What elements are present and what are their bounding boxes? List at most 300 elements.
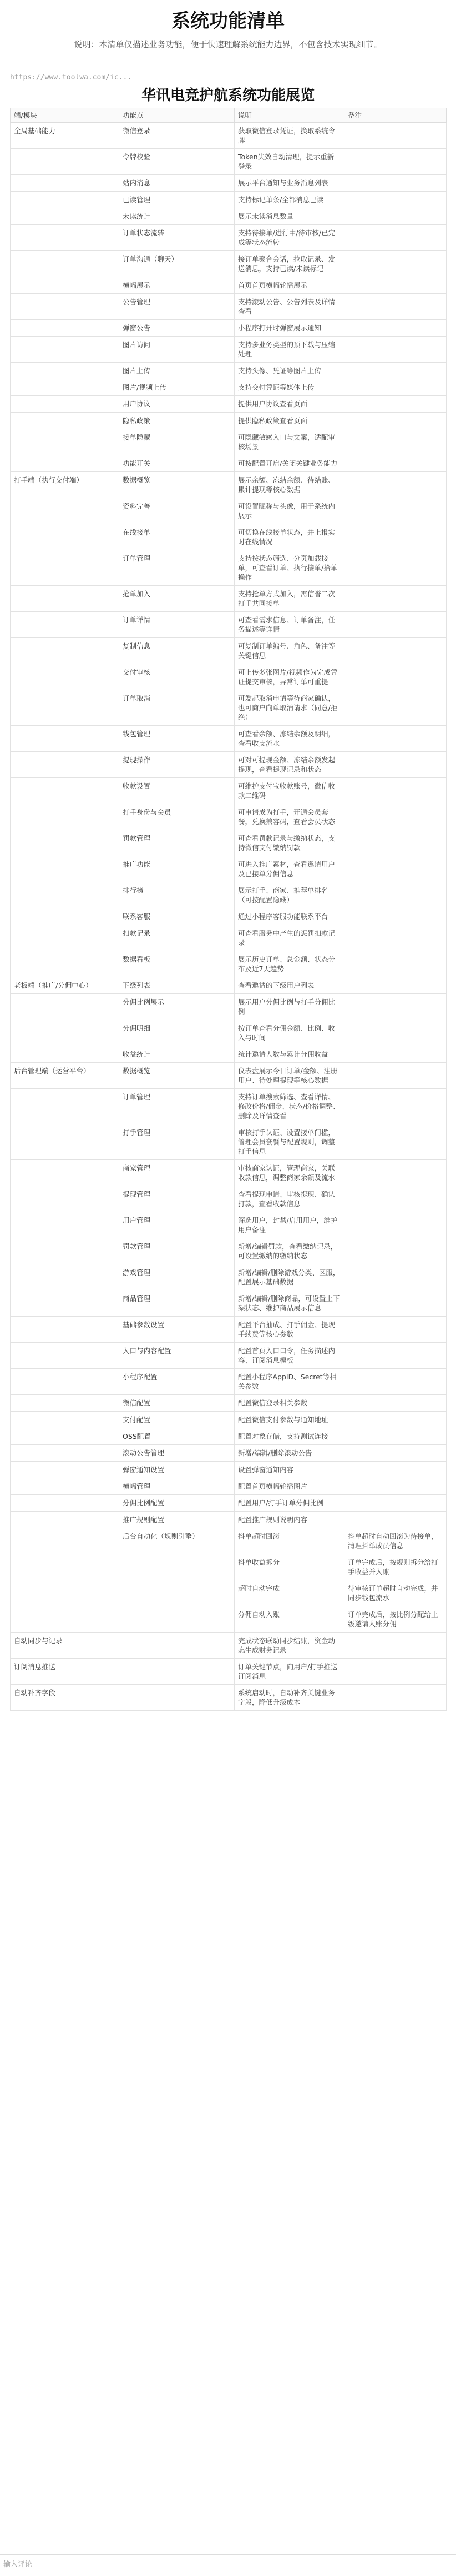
table-row — [11, 1317, 447, 1343]
cell-feature: 接单隐藏 — [119, 429, 235, 455]
cell-module — [11, 882, 119, 908]
cell-note — [344, 550, 447, 586]
table-row — [11, 951, 447, 977]
cell-module — [11, 1238, 119, 1264]
cell-feature: 订单沟通（聊天） — [119, 251, 235, 277]
cell-feature — [119, 1659, 235, 1685]
cell-note — [344, 1063, 447, 1089]
table-row — [11, 726, 447, 752]
cell-description: 超时自动完成 — [235, 1580, 344, 1606]
cell-feature: 订单详情 — [119, 612, 235, 638]
cell-description: 新增/编辑/删除滚动公告 — [235, 1445, 344, 1462]
cell-module — [11, 586, 119, 612]
cell-feature: 交付审核 — [119, 664, 235, 690]
cell-feature: 订单取消 — [119, 690, 235, 726]
cell-module — [11, 1046, 119, 1063]
cell-description: 提供隐私政策查看页面 — [235, 413, 344, 429]
cell-description: 获取微信登录凭证，换取系统令牌 — [235, 123, 344, 149]
cell-feature: 滚动公告管理 — [119, 1445, 235, 1462]
cell-module: 自动补齐字段 — [11, 1685, 119, 1711]
cell-feature: 订单管理 — [119, 550, 235, 586]
cell-note — [344, 498, 447, 524]
cell-note — [344, 1495, 447, 1512]
cell-note — [344, 612, 447, 638]
cell-feature: 商家管理 — [119, 1160, 235, 1186]
table-row — [11, 638, 447, 664]
cell-note — [344, 856, 447, 882]
cell-module — [11, 1395, 119, 1412]
cell-module — [11, 1124, 119, 1160]
cell-feature: 图片上传 — [119, 363, 235, 379]
header-description: 说明 — [235, 108, 344, 123]
cell-description: 可隐藏敏感入口与文案，适配审核场景 — [235, 429, 344, 455]
cell-note — [344, 925, 447, 951]
cell-note — [344, 192, 447, 208]
cell-module — [11, 1317, 119, 1343]
cell-description: 配置首页横幅轮播图片 — [235, 1478, 344, 1495]
cell-note — [344, 363, 447, 379]
cell-description: 支持待接单/进行中/待审核/已完成等状态流转 — [235, 225, 344, 251]
cell-feature: 微信登录 — [119, 123, 235, 149]
cell-description: 可设置昵称与头像，用于系统内展示 — [235, 498, 344, 524]
table-row — [11, 690, 447, 726]
cell-description: 配置对象存储，支持测试连接 — [235, 1428, 344, 1445]
cell-module — [11, 1089, 119, 1124]
cell-note — [344, 994, 447, 1020]
header-module: 端/模块 — [11, 108, 119, 123]
table-row — [11, 1343, 447, 1369]
cell-module — [11, 664, 119, 690]
cell-note — [344, 1046, 447, 1063]
table-row — [11, 1264, 447, 1290]
page-title: 系统功能清单 — [171, 10, 285, 32]
cell-description: 可发起取消申请等待商家确认，也可商户向单取消请求（同意/拒绝） — [235, 690, 344, 726]
cell-module — [11, 379, 119, 396]
cell-description: 订单关键节点，向用户/打手推送订阅消息 — [235, 1659, 344, 1685]
table-row — [11, 1554, 447, 1580]
table-row — [11, 778, 447, 804]
cell-module — [11, 175, 119, 192]
cell-module: 老板端（推广/分佣中心） — [11, 977, 119, 994]
cell-note — [344, 804, 447, 830]
cell-feature: 站内消息 — [119, 175, 235, 192]
cell-note — [344, 1369, 447, 1395]
cell-description: 支持按状态筛选、分页加载接单，可查看订单、执行接单/拾单操作 — [235, 550, 344, 586]
cell-description: 可查看服务中产生的惩罚扣款记录 — [235, 925, 344, 951]
cell-module — [11, 208, 119, 225]
table-row — [11, 294, 447, 320]
cell-feature: 抢单加入 — [119, 586, 235, 612]
feature-table-container — [10, 83, 446, 1711]
cell-description: 小程序打开时弹窗展示通知 — [235, 320, 344, 337]
cell-feature: 钱包管理 — [119, 726, 235, 752]
cell-feature: 入口与内容配置 — [119, 1343, 235, 1369]
table-row — [11, 1495, 447, 1512]
cell-feature: 提现操作 — [119, 752, 235, 778]
cell-module — [11, 455, 119, 472]
cell-note — [344, 149, 447, 175]
cell-module — [11, 320, 119, 337]
cell-feature: 微信配置 — [119, 1395, 235, 1412]
table-row — [11, 1478, 447, 1495]
table-row — [11, 1528, 447, 1554]
cell-description: 可查看余额、冻结余额及明细，查看收支流水 — [235, 726, 344, 752]
cell-module: 订阅消息推送 — [11, 1659, 119, 1685]
table-row — [11, 498, 447, 524]
cell-note: 订单完成后，按比例分配给上级邀请人账分佣 — [344, 1606, 447, 1633]
cell-module — [11, 1580, 119, 1606]
cell-description: 可按配置开启/关闭关键业务能力 — [235, 455, 344, 472]
cell-module — [11, 612, 119, 638]
cell-note — [344, 1238, 447, 1264]
cell-module — [11, 804, 119, 830]
cell-description: 新增/编辑罚款，查看缴纳记录，可设置缴纳的缴纳状态 — [235, 1238, 344, 1264]
cell-module — [11, 1290, 119, 1317]
url-text[interactable]: https://www.toolwa.com/ic... — [10, 73, 132, 82]
cell-note — [344, 277, 447, 294]
cell-feature: 打手身份与会员 — [119, 804, 235, 830]
cell-feature: 联系客服 — [119, 908, 235, 925]
table-row — [11, 925, 447, 951]
cell-module: 全局基础能力 — [11, 123, 119, 149]
cell-description: 设置弹窗通知内容 — [235, 1462, 344, 1478]
cell-module — [11, 908, 119, 925]
cell-description: 支持滚动公告、公告列表及详情查看 — [235, 294, 344, 320]
cell-description: 展示平台通知与业务消息列表 — [235, 175, 344, 192]
cell-note — [344, 320, 447, 337]
table-row — [11, 1212, 447, 1238]
cell-description: 可对可提现金额、冻结余额发起提现，查看提现记录和状态 — [235, 752, 344, 778]
cell-description: 查看提现申请、审核提现、确认打款，查看收款信息 — [235, 1186, 344, 1212]
cell-module — [11, 1495, 119, 1512]
cell-note — [344, 208, 447, 225]
cell-feature: 推广功能 — [119, 856, 235, 882]
cell-note — [344, 1659, 447, 1685]
cell-note: 抖单超时自动回滚为待接单，清理抖单成员信息 — [344, 1528, 447, 1554]
cell-note: 待审核订单超时自动完成，并同步钱包流水 — [344, 1580, 447, 1606]
cell-description: 展示余额、冻结余额、待结账、累计提现等核心数据 — [235, 472, 344, 498]
cell-feature — [119, 1685, 235, 1711]
cell-note — [344, 1343, 447, 1369]
table-row — [11, 1020, 447, 1046]
cell-module — [11, 251, 119, 277]
table-row — [11, 830, 447, 856]
cell-note — [344, 429, 447, 455]
cell-note — [344, 413, 447, 429]
table-row — [11, 1238, 447, 1264]
cell-feature: 罚款管理 — [119, 830, 235, 856]
cell-description: 审核商家认证，管理商家，关联收款信息，调整商家余额及流水 — [235, 1160, 344, 1186]
cell-description: 新增/编辑/删除商品，可设置上下架状态、维护商品展示信息 — [235, 1290, 344, 1317]
page-description: 说明：本清单仅描述业务功能，便于快速理解系统能力边界，不包含技术实现细节。 — [74, 39, 382, 49]
cell-note — [344, 251, 447, 277]
cell-description: 可复制订单编号、角色、备注等关键信息 — [235, 638, 344, 664]
table-row — [11, 1063, 447, 1089]
table-row — [11, 1186, 447, 1212]
table-row — [11, 396, 447, 413]
table-row — [11, 455, 447, 472]
cell-feature: 扣款记录 — [119, 925, 235, 951]
cell-description: 筛选用户，封禁/启用用户，维护用户备注 — [235, 1212, 344, 1238]
cell-description: 按订单查看分佣金额、比例、收入与时间 — [235, 1020, 344, 1046]
cell-feature: 分佣比例配置 — [119, 1495, 235, 1512]
cell-description: 配置推广规则说明内容 — [235, 1512, 344, 1528]
table-row — [11, 1290, 447, 1317]
cell-note — [344, 726, 447, 752]
cell-description: 展示用户分佣比例与打手分佣比例 — [235, 994, 344, 1020]
cell-description: 支持订单搜索筛选、查看详情、修改价格/佣金、状态/价格调整、删除及详情查看 — [235, 1089, 344, 1124]
table-row — [11, 1089, 447, 1124]
cell-description: 配置首页入口口令，任务描述内容、订阅消息模板 — [235, 1343, 344, 1369]
cell-note: 订单完成后，按规则拆分给打手收益并入账 — [344, 1554, 447, 1580]
cell-note — [344, 1395, 447, 1412]
table-row — [11, 1412, 447, 1428]
cell-module — [11, 1412, 119, 1428]
cell-description: 支持交付凭证等媒体上传 — [235, 379, 344, 396]
cell-description: 可申请成为打手，开通会员套餐，兑换兼容码，查看会员状态 — [235, 804, 344, 830]
cell-module — [11, 192, 119, 208]
table-row — [11, 524, 447, 550]
table-row — [11, 1685, 447, 1711]
cell-note — [344, 337, 447, 363]
table-row — [11, 752, 447, 778]
cell-feature — [119, 1606, 235, 1633]
table-row — [11, 149, 447, 175]
cell-feature: 图片访问 — [119, 337, 235, 363]
cell-description: 抖单收益拆分 — [235, 1554, 344, 1580]
cell-note — [344, 1445, 447, 1462]
cell-module: 自动同步与记录 — [11, 1633, 119, 1659]
cell-module — [11, 149, 119, 175]
cell-note — [344, 1212, 447, 1238]
cell-module — [11, 337, 119, 363]
cell-module — [11, 1445, 119, 1462]
cell-feature: 收益统计 — [119, 1046, 235, 1063]
cell-module — [11, 1528, 119, 1554]
cell-description: 接订单聚合会话，拉取记录、发送消息，支持已读/未读标记 — [235, 251, 344, 277]
cell-feature: 已读管理 — [119, 192, 235, 208]
table-header-row — [11, 108, 447, 123]
cell-module — [11, 413, 119, 429]
cell-feature: OSS配置 — [119, 1428, 235, 1445]
cell-feature: 提现管理 — [119, 1186, 235, 1212]
cell-description: Token失效自动清理，提示重新登录 — [235, 149, 344, 175]
cell-feature: 横幅展示 — [119, 277, 235, 294]
cell-note — [344, 123, 447, 149]
cell-note — [344, 664, 447, 690]
cell-note — [344, 882, 447, 908]
cell-description: 可切换在线接单状态，并上报实时在线情况 — [235, 524, 344, 550]
table-row — [11, 277, 447, 294]
cell-module — [11, 951, 119, 977]
cell-feature: 隐私政策 — [119, 413, 235, 429]
table-row — [11, 1160, 447, 1186]
cell-description: 支持多业务类型的预下载与压缩处理 — [235, 337, 344, 363]
cell-note — [344, 524, 447, 550]
table-row — [11, 208, 447, 225]
header-note: 备注 — [344, 108, 447, 123]
cell-note — [344, 1317, 447, 1343]
cell-module — [11, 752, 119, 778]
cell-module — [11, 277, 119, 294]
cell-module — [11, 925, 119, 951]
cell-note — [344, 586, 447, 612]
cell-feature: 用户协议 — [119, 396, 235, 413]
cell-note — [344, 908, 447, 925]
cell-description: 配置微信支付参数与通知地址 — [235, 1412, 344, 1428]
cell-description: 抖单超时回滚 — [235, 1528, 344, 1554]
cell-feature: 基础参数设置 — [119, 1317, 235, 1343]
cell-module — [11, 396, 119, 413]
cell-note — [344, 1512, 447, 1528]
cell-feature: 商品管理 — [119, 1290, 235, 1317]
table-row — [11, 429, 447, 455]
table-row — [11, 1606, 447, 1633]
cell-note — [344, 175, 447, 192]
cell-note — [344, 1685, 447, 1711]
cell-module — [11, 294, 119, 320]
cell-feature: 公告管理 — [119, 294, 235, 320]
cell-module — [11, 1462, 119, 1478]
cell-note — [344, 1462, 447, 1478]
cell-module — [11, 225, 119, 251]
cell-module — [11, 1428, 119, 1445]
table-row — [11, 251, 447, 277]
cell-feature: 支付配置 — [119, 1412, 235, 1428]
cell-module — [11, 1512, 119, 1528]
cell-feature — [119, 1554, 235, 1580]
cell-feature: 排行榜 — [119, 882, 235, 908]
cell-module — [11, 1369, 119, 1395]
table-row — [11, 1512, 447, 1528]
cell-feature: 收款设置 — [119, 778, 235, 804]
table-row — [11, 363, 447, 379]
comment-input[interactable]: 输入评论 — [0, 2554, 456, 2576]
cell-module — [11, 690, 119, 726]
cell-module — [11, 994, 119, 1020]
cell-description: 新增/编辑/删除游戏分类、区服，配置展示基础数据 — [235, 1264, 344, 1290]
table-row — [11, 1428, 447, 1445]
cell-feature: 小程序配置 — [119, 1369, 235, 1395]
table-row — [11, 320, 447, 337]
cell-module — [11, 1186, 119, 1212]
cell-description: 配置平台抽成、打手佣金、提现手续费等核心参数 — [235, 1317, 344, 1343]
cell-description: 展示打手、商家、推荐单排名（可按配置隐藏） — [235, 882, 344, 908]
cell-note — [344, 1264, 447, 1290]
cell-description: 查看邀请的下级用户列表 — [235, 977, 344, 994]
cell-description: 配置用户/打手订单分佣比例 — [235, 1495, 344, 1512]
cell-description: 提供用户协议查看页面 — [235, 396, 344, 413]
cell-module — [11, 550, 119, 586]
cell-feature: 用户管理 — [119, 1212, 235, 1238]
cell-description: 可上传多张图片/视频作为完成凭证提交审核，异常订单可重提 — [235, 664, 344, 690]
cell-description: 可查看罚款记录与缴纳状态，支持微信支付缴纳罚款 — [235, 830, 344, 856]
cell-note — [344, 1633, 447, 1659]
cell-description: 完成状态联动同步结账，资金动态生成财务记录 — [235, 1633, 344, 1659]
cell-module — [11, 1478, 119, 1495]
cell-note — [344, 294, 447, 320]
cell-feature: 在线接单 — [119, 524, 235, 550]
cell-feature — [119, 1580, 235, 1606]
cell-note — [344, 951, 447, 977]
cell-description: 展示历史订单、总金额、状态分布及近7天趋势 — [235, 951, 344, 977]
cell-description: 系统启动时，自动补齐关键业务字段，降低升级成本 — [235, 1685, 344, 1711]
cell-description: 配置小程序AppID、Secret等相关参数 — [235, 1369, 344, 1395]
cell-module — [11, 726, 119, 752]
table-row — [11, 908, 447, 925]
table-row — [11, 192, 447, 208]
cell-feature: 数据看板 — [119, 951, 235, 977]
cell-module — [11, 1554, 119, 1580]
cell-module — [11, 856, 119, 882]
cell-module — [11, 778, 119, 804]
cell-note — [344, 379, 447, 396]
cell-feature: 未读统计 — [119, 208, 235, 225]
cell-description: 支持头像、凭证等图片上传 — [235, 363, 344, 379]
cell-description: 支持抢单方式加入，需信誉二次打手共同接单 — [235, 586, 344, 612]
table-row — [11, 337, 447, 363]
table-row — [11, 1395, 447, 1412]
table-row — [11, 1659, 447, 1685]
cell-module — [11, 1212, 119, 1238]
table-row — [11, 977, 447, 994]
cell-note — [344, 977, 447, 994]
cell-description: 分佣自动入账 — [235, 1606, 344, 1633]
cell-module — [11, 429, 119, 455]
cell-module — [11, 1343, 119, 1369]
cell-note — [344, 690, 447, 726]
table-row — [11, 1046, 447, 1063]
cell-note — [344, 778, 447, 804]
cell-feature: 订单状态流转 — [119, 225, 235, 251]
table-row — [11, 1633, 447, 1659]
table-row — [11, 472, 447, 498]
cell-note — [344, 396, 447, 413]
table-row — [11, 856, 447, 882]
cell-feature: 打手管理 — [119, 1124, 235, 1160]
feature-table — [10, 108, 447, 1711]
cell-module: 后台管理端（运营平台） — [11, 1063, 119, 1089]
cell-feature: 资料完善 — [119, 498, 235, 524]
cell-feature: 横幅管理 — [119, 1478, 235, 1495]
cell-module — [11, 1160, 119, 1186]
cell-note — [344, 455, 447, 472]
table-row — [11, 413, 447, 429]
table-body — [11, 123, 447, 1711]
cell-feature: 游戏管理 — [119, 1264, 235, 1290]
table-row — [11, 804, 447, 830]
cell-note — [344, 1186, 447, 1212]
cell-module — [11, 1264, 119, 1290]
table-row — [11, 1580, 447, 1606]
cell-description: 展示未读消息数量 — [235, 208, 344, 225]
table-row — [11, 612, 447, 638]
table-row — [11, 1369, 447, 1395]
cell-description: 通过小程序客服功能联系平台 — [235, 908, 344, 925]
cell-module — [11, 363, 119, 379]
cell-module — [11, 830, 119, 856]
cell-feature: 功能开关 — [119, 455, 235, 472]
table-row — [11, 225, 447, 251]
cell-feature: 弹窗公告 — [119, 320, 235, 337]
cell-feature: 复制信息 — [119, 638, 235, 664]
cell-module — [11, 638, 119, 664]
table-row — [11, 175, 447, 192]
table-row — [11, 994, 447, 1020]
table-row — [11, 1462, 447, 1478]
cell-feature: 图片/视频上传 — [119, 379, 235, 396]
cell-note — [344, 1290, 447, 1317]
